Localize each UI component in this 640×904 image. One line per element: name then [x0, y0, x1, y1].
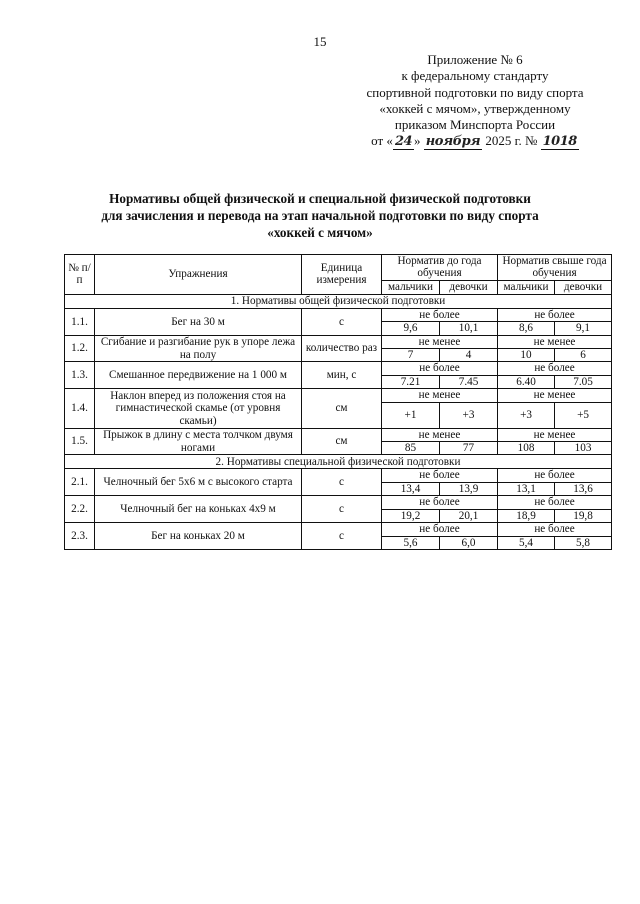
- row-unit: с: [302, 523, 382, 550]
- row-value: 19,8: [555, 509, 612, 522]
- row-num: 2.2.: [65, 496, 95, 523]
- row-condition: не менее: [498, 428, 612, 441]
- row-value: 5,8: [555, 536, 612, 549]
- row-condition: не менее: [382, 389, 498, 402]
- header-unit: Единица измерения: [302, 255, 382, 295]
- row-condition: не более: [498, 308, 612, 321]
- row-value: +3: [498, 402, 555, 428]
- row-num: 1.3.: [65, 362, 95, 389]
- row-value: 77: [440, 442, 498, 455]
- row-unit: количество раз: [302, 335, 382, 362]
- appendix-line-5: приказом Минспорта России: [394, 117, 556, 133]
- row-value: 10: [498, 349, 555, 362]
- row-value: 13,9: [440, 482, 498, 495]
- row-condition: не более: [382, 496, 498, 509]
- row-condition: не более: [382, 523, 498, 536]
- appendix-line-1: Приложение № 6: [427, 52, 523, 67]
- header-num: № п/п: [65, 255, 95, 295]
- title-line-3: «хоккей с мячом»: [267, 225, 373, 240]
- row-num: 1.5.: [65, 428, 95, 455]
- order-number: 1018: [542, 134, 577, 150]
- row-value: 10,1: [440, 322, 498, 335]
- row-value: 6,0: [440, 536, 498, 549]
- row-value: +5: [555, 402, 612, 428]
- row-value: +3: [440, 402, 498, 428]
- row-exercise: Бег на 30 м: [95, 308, 302, 335]
- row-value: 9,6: [382, 322, 440, 335]
- row-value: 7.45: [440, 375, 498, 388]
- date-year: 2025 г. №: [485, 133, 538, 149]
- appendix-line-2: к федеральному стандарту: [401, 68, 549, 84]
- row-value: 4: [440, 349, 498, 362]
- norms-table: [64, 254, 612, 550]
- row-value: 5,6: [382, 536, 440, 549]
- row-condition: не менее: [498, 389, 612, 402]
- row-value: 6.40: [498, 375, 555, 388]
- row-exercise: Наклон вперед из положения стоя на гимнастической скамье (от уровня скамьи): [95, 389, 302, 428]
- header-girls: девочки: [440, 280, 498, 294]
- row-num: 2.3.: [65, 523, 95, 550]
- title-line-1: Нормативы общей физической и специальной физической подготовки: [109, 191, 531, 206]
- title-line-2: для зачисления и перевода на этап начальной подготовки по виду спорта: [101, 208, 539, 223]
- row-unit: с: [302, 308, 382, 335]
- row-value: 7.05: [555, 375, 612, 388]
- date-mid: »: [414, 133, 421, 149]
- row-exercise: Челночный бег на коньках 4x9 м: [95, 496, 302, 523]
- row-value: 108: [498, 442, 555, 455]
- row-condition: не более: [382, 362, 498, 375]
- date-day: 24: [394, 134, 413, 150]
- row-value: 13,6: [555, 482, 612, 495]
- row-condition: не более: [498, 496, 612, 509]
- row-num: 1.4.: [65, 389, 95, 428]
- page-number: 15: [313, 34, 327, 49]
- header-norm-after: Норматив свыше года обучения: [498, 255, 612, 281]
- row-condition: не более: [498, 469, 612, 482]
- section-title: 2. Нормативы специальной физической подготовки: [65, 455, 612, 469]
- row-num: 1.1.: [65, 308, 95, 335]
- appendix-date-line: [330, 133, 620, 150]
- row-value: 18,9: [498, 509, 555, 522]
- section-title: 1. Нормативы общей физической подготовки: [65, 294, 612, 308]
- row-num: 1.2.: [65, 335, 95, 362]
- row-value: 13,4: [382, 482, 440, 495]
- row-value: 5,4: [498, 536, 555, 549]
- row-unit: см: [302, 389, 382, 428]
- row-condition: не более: [498, 523, 612, 536]
- document-title: [40, 190, 600, 241]
- row-condition: не менее: [382, 428, 498, 441]
- row-condition: не менее: [382, 335, 498, 348]
- row-value: 13,1: [498, 482, 555, 495]
- row-value: 6: [555, 349, 612, 362]
- row-value: 8,6: [498, 322, 555, 335]
- row-value: 7: [382, 349, 440, 362]
- appendix-block: [330, 52, 620, 151]
- row-condition: не более: [498, 362, 612, 375]
- appendix-line-4: «хоккей с мячом», утвержденному: [379, 100, 571, 116]
- row-exercise: Сгибание и разгибание рук в упоре лежа на полу: [95, 335, 302, 362]
- header-girls: девочки: [555, 280, 612, 294]
- row-condition: не более: [382, 469, 498, 482]
- header-boys: мальчики: [382, 280, 440, 294]
- row-value: 20,1: [440, 509, 498, 522]
- row-value: 7.21: [382, 375, 440, 388]
- date-prefix: от «: [371, 133, 393, 149]
- header-exercise: Упражнения: [95, 255, 302, 295]
- row-exercise: Смешанное передвижение на 1 000 м: [95, 362, 302, 389]
- row-value: 85: [382, 442, 440, 455]
- row-condition: не более: [382, 308, 498, 321]
- row-value: 19,2: [382, 509, 440, 522]
- header-norm-before: Норматив до года обучения: [382, 255, 498, 281]
- row-value: +1: [382, 402, 440, 428]
- header-boys: мальчики: [498, 280, 555, 294]
- row-unit: мин, с: [302, 362, 382, 389]
- row-condition: не менее: [498, 335, 612, 348]
- row-exercise: Челночный бег 5x6 м с высокого старта: [95, 469, 302, 496]
- appendix-line-3: спортивной подготовки по виду спорта: [366, 84, 584, 100]
- row-num: 2.1.: [65, 469, 95, 496]
- row-unit: см: [302, 428, 382, 455]
- date-month: ноября: [425, 134, 481, 150]
- row-value: 103: [555, 442, 612, 455]
- row-exercise: Бег на коньках 20 м: [95, 523, 302, 550]
- row-exercise: Прыжок в длину с места толчком двумя ногами: [95, 428, 302, 455]
- row-unit: с: [302, 469, 382, 496]
- row-unit: с: [302, 496, 382, 523]
- row-value: 9,1: [555, 322, 612, 335]
